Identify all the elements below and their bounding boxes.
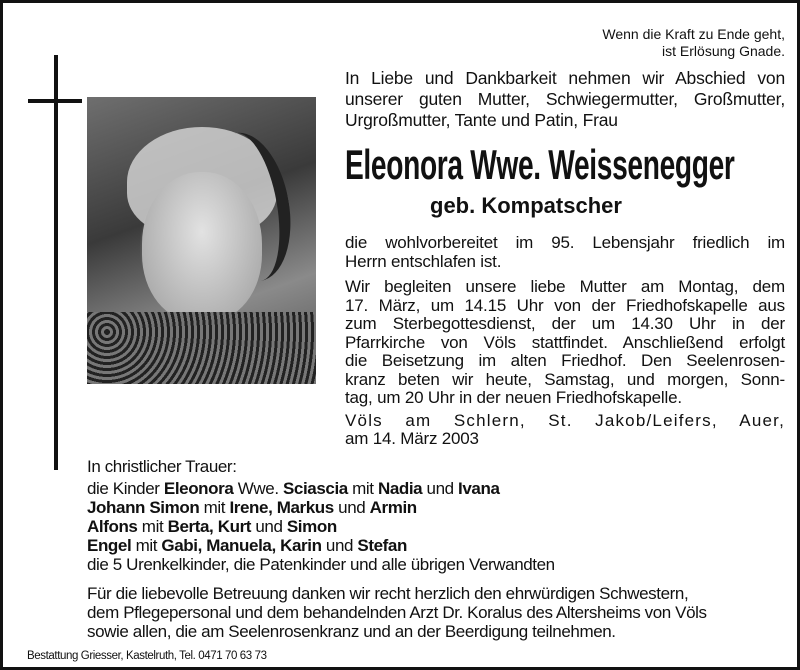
mourner-name: Nadia [377, 479, 423, 498]
mourner-name: Sciascia [282, 479, 348, 498]
body-line: zum Sterbegottesdienst, der um 14.30 Uhr in der [345, 314, 785, 333]
mourner-name: Ivana [458, 479, 500, 498]
mourner-text: und [321, 536, 358, 555]
date-line: am 14. März 2003 [345, 429, 479, 448]
mourner-line [87, 498, 417, 518]
mourner-name: Stefan [357, 536, 407, 555]
cross-icon [54, 55, 58, 470]
mourner-text: mit [131, 536, 162, 555]
body-line: die wohlvorbereitet im 95. Lebensjahr friedlich im [345, 233, 785, 252]
motto-line-2: ist Erlösung Gnade. [662, 43, 785, 59]
body-line: 17. März, um 14.15 Uhr von der Friedhofskapelle aus [345, 295, 785, 315]
thanks-line: Für die liebevolle Betreuung danken wir recht herzlich den ehrwürdigen Schwestern, [87, 584, 689, 603]
maiden-name: geb. Kompatscher [430, 193, 622, 218]
mourner-text: und [333, 498, 370, 517]
mourner-line [87, 536, 407, 556]
mourners-heading: In christlicher Trauer: [87, 457, 237, 476]
body-line: Wir begleiten unsere liebe Mutter am Montag, dem [345, 277, 785, 296]
mourner-text: und [422, 479, 459, 498]
mourner-text: mit [137, 517, 168, 536]
body-line: Pfarrkirche von Völs stattfindet. Anschließend erfolgt [345, 332, 785, 352]
mourner-line [87, 479, 500, 499]
funeral-home-footer: Bestattung Griesser, Kastelruth, Tel. 0471 70 63 73 [27, 650, 267, 662]
mourner-name: Engel [87, 536, 132, 555]
body-line: die Beisetzung im alten Friedhof. Den Seelenrosen- [345, 351, 785, 370]
thanks-line: dem Pflegepersonal und dem behandelnden Arzt Dr. Koralus des Altersheims von Völs [87, 603, 707, 622]
mourner-name: Irene, Markus [229, 498, 334, 517]
mourner-name: Armin [369, 498, 417, 517]
place-line: Völs am Schlern, St. Jakob/Leifers, Auer, [345, 411, 785, 430]
mourner-name: Simon [286, 517, 337, 536]
intro-line: In Liebe und Dankbarkeit nehmen wir Abschied von [345, 68, 785, 88]
deceased-name: Eleonora Wwe. Weissenegger [345, 141, 735, 188]
mourner-name: Johann Simon [87, 498, 200, 517]
body-line: Herrn entschlafen ist. [345, 252, 502, 271]
thanks-line: sowie allen, die am Seelenrosenkranz und an der Beerdigung teilnehmen. [87, 622, 616, 641]
body-line: tag, um 20 Uhr in der neuen Friedhofskapelle. [345, 388, 682, 407]
body-line: kranz beten wir heute, Samstag, und morgen, Sonn- [345, 369, 785, 389]
mourner-name: Berta, Kurt [167, 517, 252, 536]
portrait-photo [87, 97, 316, 384]
mourner-text: die Kinder [87, 479, 164, 498]
mourner-text: mit [199, 498, 230, 517]
mourner-text: Wwe. [233, 479, 283, 498]
mourner-text: und [251, 517, 287, 536]
mourner-name: Alfons [87, 517, 138, 536]
motto-line-1: Wenn die Kraft zu Ende geht, [602, 26, 785, 42]
mourner-name: Eleonora [163, 479, 234, 498]
cross-icon-bar [28, 99, 82, 103]
mourner-name: Gabi, Manuela, Karin [161, 536, 322, 555]
mourner-text: die 5 Urenkelkinder, die Patenkinder und alle übrigen Verwandten [87, 555, 555, 574]
mourner-line [87, 555, 555, 575]
intro-line: Urgroßmutter, Tante und Patin, Frau [345, 110, 618, 130]
mourner-line [87, 517, 337, 537]
intro-line: unserer guten Mutter, Schwiegermutter, Großmutter, [345, 89, 785, 109]
mourner-text: mit [347, 479, 378, 498]
